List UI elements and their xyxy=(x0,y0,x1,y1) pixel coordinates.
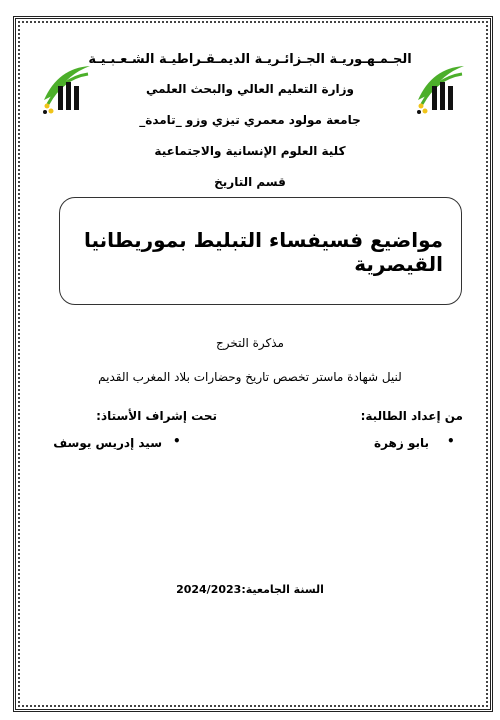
title-box xyxy=(59,197,462,305)
university-line: جامعة مولود معمري تيزي وزو _تامدة_ xyxy=(139,113,361,127)
degree-line: لنيل شهادة ماستر تخصص تاريخ وحضارات بلاد المغرب القديم xyxy=(98,370,402,384)
supervisor-bullet-icon: • xyxy=(173,434,181,448)
thesis-title: مواضيع فسيفساء التبليط بموريطانيا القيصرية xyxy=(83,228,443,276)
supervisor-name: سيد إدريس يوسف xyxy=(53,436,162,450)
student-name: بابو زهرة xyxy=(374,436,429,450)
republic-line: الجـمـهـوريـة الجـزائـريـة الديمـقـراطيـة الشـعـبـيـة xyxy=(88,52,412,67)
academic-year: السنة الجامعية:2024/2023 xyxy=(176,583,324,596)
department-line: قسم التاريخ xyxy=(214,175,286,189)
student-bullet-icon: • xyxy=(447,434,455,448)
ministry-line: وزارة التعليم العالي والبحث العلمي xyxy=(145,82,355,96)
student-label: من إعداد الطالبة: xyxy=(360,409,463,423)
faculty-line: كلية العلوم الإنسانية والاجتماعية xyxy=(154,144,346,158)
memoir-label: مذكرة التخرج xyxy=(216,336,284,350)
supervisor-label: تحت إشراف الأستاذ: xyxy=(96,409,217,423)
